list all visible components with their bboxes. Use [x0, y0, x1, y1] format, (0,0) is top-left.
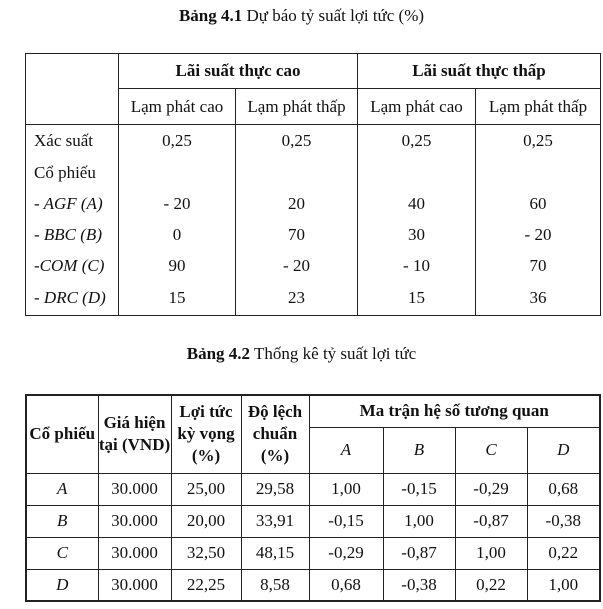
table1-caption-text: Dự báo tỷ suất lợi tức (%)	[246, 6, 425, 25]
sd-cell: 8,58	[241, 569, 309, 601]
table-row	[26, 569, 600, 601]
corr-cell: -0,38	[383, 569, 455, 601]
row-label: - DRC (D)	[26, 282, 119, 316]
corr-cell: 1,00	[309, 473, 383, 505]
sd-cell: 48,15	[241, 537, 309, 569]
row-label: - BBC (B)	[26, 220, 119, 251]
table1-sub-header: Lạm phát cao	[358, 89, 476, 125]
cell: 60	[476, 189, 601, 220]
table2	[25, 394, 601, 602]
cell: 15	[119, 282, 236, 316]
table1-caption	[0, 6, 603, 26]
cell: 30	[358, 220, 476, 251]
cell: 15	[358, 282, 476, 316]
table1-corner	[26, 54, 119, 125]
table-row	[26, 282, 601, 316]
er-cell: 20,00	[171, 505, 241, 537]
price-cell: 30.000	[98, 505, 171, 537]
er-cell: 25,00	[171, 473, 241, 505]
stock-cell: D	[26, 569, 98, 601]
cell: 0,25	[358, 125, 476, 157]
cell: 0	[119, 220, 236, 251]
stock-cell: C	[26, 537, 98, 569]
cell: 0,25	[236, 125, 358, 157]
header-std-dev: Độ lệch chuẩn (%)	[241, 395, 309, 473]
sd-cell: 33,91	[241, 505, 309, 537]
table-row	[26, 473, 600, 505]
er-cell: 32,50	[171, 537, 241, 569]
corr-cell: -0,15	[383, 473, 455, 505]
corr-cell: 0,68	[527, 473, 600, 505]
er-cell: 22,25	[171, 569, 241, 601]
stock-cell: A	[26, 473, 98, 505]
corr-cell: 1,00	[383, 505, 455, 537]
corr-cell: 0,22	[455, 569, 527, 601]
price-cell: 30.000	[98, 569, 171, 601]
corr-cell: -0,38	[527, 505, 600, 537]
cell	[236, 157, 358, 189]
corr-cell: 1,00	[455, 537, 527, 569]
header-corr-matrix: Ma trận hệ số tương quan	[309, 395, 600, 427]
stock-cell: B	[26, 505, 98, 537]
corr-col-header: C	[455, 427, 527, 473]
table1-caption-number: Bảng 4.1	[178, 6, 243, 25]
corr-cell: -0,29	[455, 473, 527, 505]
corr-col-header: D	[527, 427, 600, 473]
cell: 0,25	[119, 125, 236, 157]
cell: 20	[236, 189, 358, 220]
cell: 0,25	[476, 125, 601, 157]
table1-sub-header: Lạm phát thấp	[476, 89, 601, 125]
table-row	[26, 157, 601, 189]
table1-group-header: Lãi suất thực thấp	[358, 54, 601, 89]
cell: - 20	[119, 189, 236, 220]
cell	[358, 157, 476, 189]
header-expected-return: Lợi tức kỳ vọng (%)	[171, 395, 241, 473]
table-row	[26, 189, 601, 220]
cell	[476, 157, 601, 189]
cell	[119, 157, 236, 189]
cell: - 20	[476, 220, 601, 251]
cell: 23	[236, 282, 358, 316]
cell: 36	[476, 282, 601, 316]
cell: 90	[119, 251, 236, 282]
table-row	[26, 537, 600, 569]
corr-cell: -0,87	[383, 537, 455, 569]
corr-col-header: B	[383, 427, 455, 473]
corr-cell: -0,29	[309, 537, 383, 569]
cell: - 20	[236, 251, 358, 282]
cell: 70	[476, 251, 601, 282]
sd-cell: 29,58	[241, 473, 309, 505]
table1	[25, 53, 601, 316]
price-cell: 30.000	[98, 473, 171, 505]
cell: - 10	[358, 251, 476, 282]
row-label: Xác suất	[26, 125, 119, 157]
table2-caption-text: Thống kê tỷ suất lợi tức	[254, 344, 417, 363]
price-cell: 30.000	[98, 537, 171, 569]
corr-cell: -0,87	[455, 505, 527, 537]
table1-group-header: Lãi suất thực cao	[119, 54, 358, 89]
row-label: -COM (C)	[26, 251, 119, 282]
corr-cell: 0,68	[309, 569, 383, 601]
table-row	[26, 220, 601, 251]
row-label: - AGF (A)	[26, 189, 119, 220]
table1-sub-header: Lạm phát cao	[119, 89, 236, 125]
header-stock: Cổ phiếu	[26, 395, 98, 473]
table2-caption-number: Bảng 4.2	[186, 344, 251, 363]
row-label: Cổ phiếu	[26, 157, 119, 189]
header-price: Giá hiện tại (VND)	[98, 395, 171, 473]
corr-col-header: A	[309, 427, 383, 473]
corr-cell: 1,00	[527, 569, 600, 601]
table-row	[26, 251, 601, 282]
cell: 40	[358, 189, 476, 220]
cell: 70	[236, 220, 358, 251]
table-row	[26, 125, 601, 157]
table-row	[26, 505, 600, 537]
table2-caption	[0, 344, 603, 364]
table1-sub-header: Lạm phát thấp	[236, 89, 358, 125]
corr-cell: 0,22	[527, 537, 600, 569]
corr-cell: -0,15	[309, 505, 383, 537]
